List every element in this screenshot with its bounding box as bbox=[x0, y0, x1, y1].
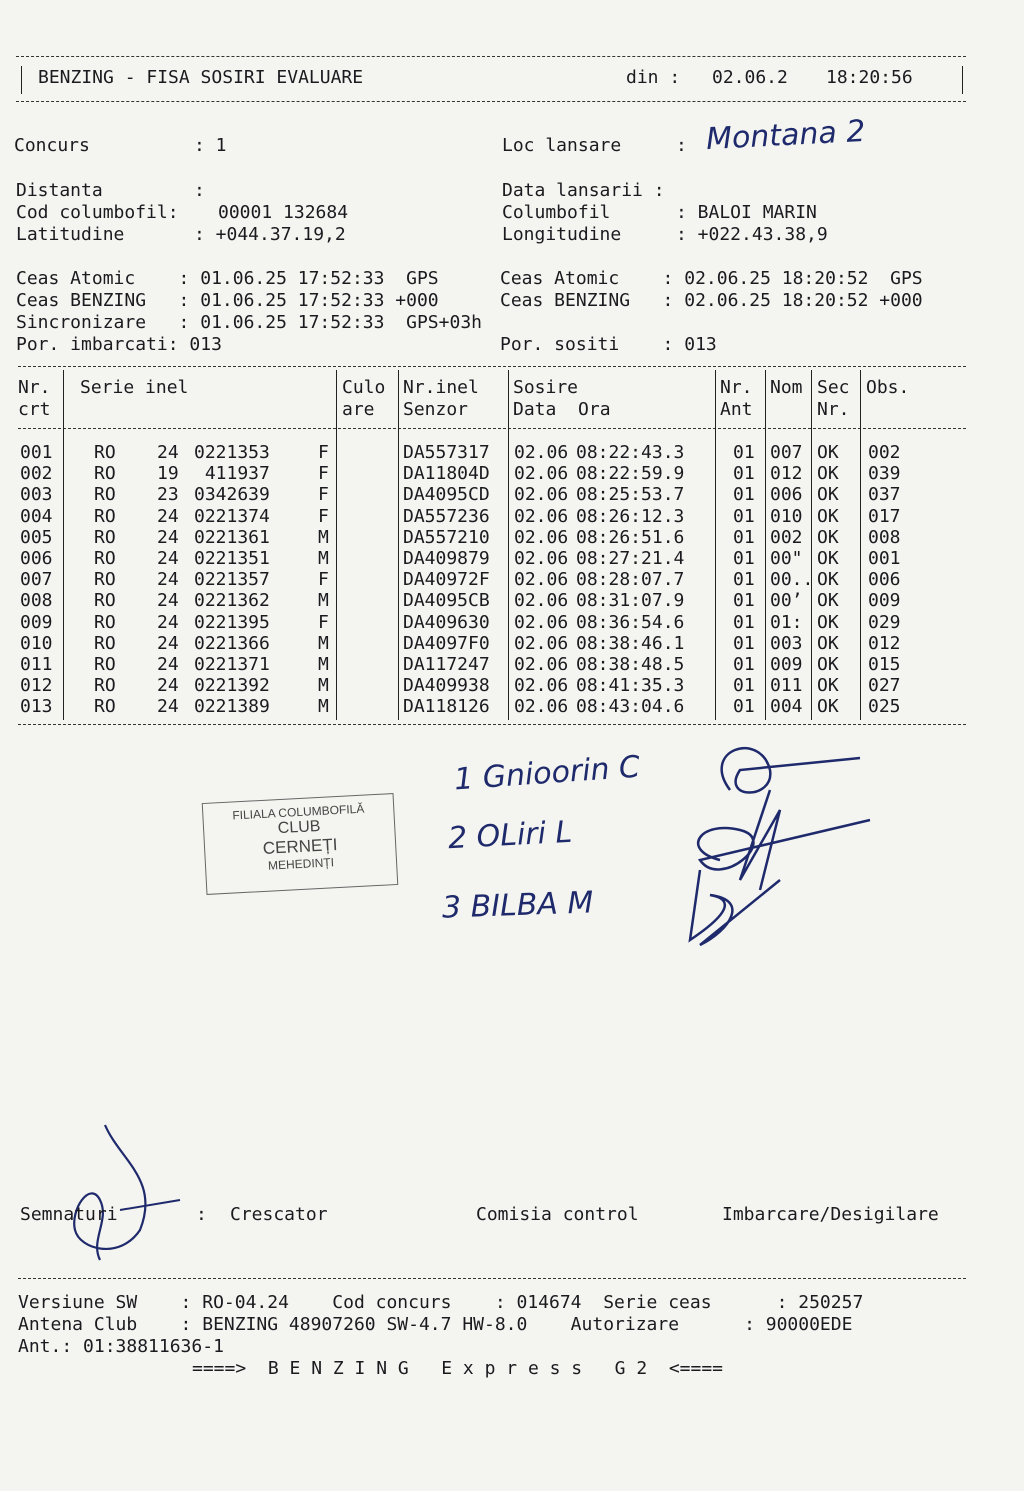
row-sec: OK bbox=[817, 526, 839, 548]
row-sex: F bbox=[318, 463, 329, 485]
row-sex: M bbox=[318, 590, 329, 612]
data-lansarii-label: Data lansarii : bbox=[502, 180, 665, 201]
col-sep bbox=[860, 370, 861, 720]
stamp-line-2: CLUB bbox=[277, 817, 321, 838]
row-sec: OK bbox=[817, 484, 839, 506]
row-nr: 013 bbox=[20, 696, 53, 718]
row-ant: 01 bbox=[733, 505, 755, 527]
latitudine-value: : +044.37.19,2 bbox=[194, 224, 346, 245]
row-ant: 01 bbox=[733, 442, 755, 463]
header-nr-ant-1: Nr. bbox=[720, 377, 753, 398]
din-label: din : bbox=[626, 67, 681, 88]
row-nr: 005 bbox=[20, 526, 53, 548]
row-ora: 08:26:51.6 bbox=[576, 526, 685, 548]
por-imbarcati: Por. imbarcati: 013 bbox=[16, 334, 222, 355]
row-senzor: DA4095CD bbox=[403, 484, 490, 506]
header-right-bar bbox=[962, 66, 963, 94]
row-senzor: DA557210 bbox=[403, 526, 490, 548]
header-sec-2: Nr. bbox=[817, 399, 850, 420]
row-sex: F bbox=[318, 611, 329, 633]
row-an: 24 bbox=[157, 696, 179, 718]
row-nr: 002 bbox=[20, 463, 53, 485]
row-nom: 002 bbox=[770, 526, 803, 548]
row-ora: 08:31:07.9 bbox=[576, 590, 685, 612]
distanta-label: Distanta bbox=[16, 180, 103, 201]
row-inel: 0221351 bbox=[194, 548, 270, 569]
sincronizare: Sincronizare : 01.06.25 17:52:33 GPS+03h bbox=[16, 312, 482, 333]
semnaturi-colon: : bbox=[196, 1204, 207, 1225]
row-nr: 004 bbox=[20, 505, 53, 527]
row-data: 02.06 bbox=[514, 505, 569, 527]
col-sep bbox=[811, 370, 812, 720]
col-sep bbox=[715, 370, 716, 720]
row-ant: 01 bbox=[733, 484, 755, 506]
crescator-signature bbox=[60, 1120, 200, 1270]
row-ora: 08:28:07.7 bbox=[576, 569, 685, 591]
col-sep bbox=[63, 370, 64, 720]
row-obs: 001 bbox=[868, 548, 901, 569]
row-nom: 007 bbox=[770, 442, 803, 463]
row-tara: RO bbox=[94, 484, 116, 506]
header-nom: Nom bbox=[770, 377, 803, 398]
concurs-label: Concurs bbox=[14, 135, 90, 156]
stamp-line-4: MEHEDINȚI bbox=[267, 855, 335, 873]
concurs-value: : 1 bbox=[194, 135, 227, 156]
header-sec-1: Sec bbox=[817, 377, 850, 398]
semnaturi-label: Semnaturi bbox=[20, 1204, 118, 1225]
row-senzor: DA40972F bbox=[403, 569, 490, 591]
row-nr: 006 bbox=[20, 548, 53, 569]
row-tara: RO bbox=[94, 505, 116, 527]
row-senzor: DA117247 bbox=[403, 654, 490, 675]
row-nom: 003 bbox=[770, 632, 803, 654]
row-sex: F bbox=[318, 484, 329, 506]
row-ant: 01 bbox=[733, 675, 755, 697]
comisia-label: Comisia control bbox=[476, 1204, 639, 1225]
row-ant: 01 bbox=[733, 632, 755, 654]
row-nr: 008 bbox=[20, 590, 53, 612]
row-data: 02.06 bbox=[514, 526, 569, 548]
row-tara: RO bbox=[94, 590, 116, 612]
row-ant: 01 bbox=[733, 654, 755, 675]
row-data: 02.06 bbox=[514, 548, 569, 569]
row-nr: 007 bbox=[20, 569, 53, 591]
header-culoare-2: are bbox=[342, 399, 375, 420]
row-data: 02.06 bbox=[514, 484, 569, 506]
loc-lansare-handwritten: Montana 2 bbox=[705, 113, 867, 158]
header-culoare-1: Culo bbox=[342, 377, 386, 398]
header-nr-inel-1: Nr.inel bbox=[403, 377, 479, 398]
row-an: 19 bbox=[157, 463, 179, 485]
cod-columbofil-value: 00001 132684 bbox=[218, 202, 349, 223]
por-sositi: Por. sositi : 013 bbox=[500, 334, 717, 355]
col-sep bbox=[765, 370, 766, 720]
row-ora: 08:43:04.6 bbox=[576, 696, 685, 718]
row-sex: M bbox=[318, 526, 329, 548]
header-nr-crt-1: Nr. bbox=[18, 377, 51, 398]
header-sosire-2: Data Ora bbox=[513, 399, 611, 420]
row-senzor: DA409938 bbox=[403, 675, 490, 697]
row-ant: 01 bbox=[733, 463, 755, 485]
row-tara: RO bbox=[94, 442, 116, 463]
row-inel: 0221371 bbox=[194, 654, 270, 675]
row-data: 02.06 bbox=[514, 463, 569, 485]
header-nr-crt-2: crt bbox=[18, 399, 51, 420]
row-ora: 08:22:43.3 bbox=[576, 442, 685, 463]
din-time: 18:20:56 bbox=[826, 67, 913, 88]
row-nom: 011 bbox=[770, 675, 803, 697]
row-tara: RO bbox=[94, 569, 116, 591]
columbofil-value: : BALOI MARIN bbox=[676, 202, 817, 223]
row-obs: 037 bbox=[868, 484, 901, 506]
row-an: 24 bbox=[157, 526, 179, 548]
row-sex: F bbox=[318, 569, 329, 591]
header-nr-ant-2: Ant bbox=[720, 399, 753, 420]
row-ant: 01 bbox=[733, 590, 755, 612]
row-an: 24 bbox=[157, 442, 179, 463]
longitudine-value: : +022.43.38,9 bbox=[676, 224, 828, 245]
col-sep bbox=[508, 370, 509, 720]
row-data: 02.06 bbox=[514, 442, 569, 463]
row-inel: 0221366 bbox=[194, 632, 270, 654]
versiune-sw: Versiune SW : RO-04.24 Cod concurs : 014674 Serie ceas : 250257 bbox=[18, 1292, 864, 1313]
header-sosire-1: Sosire bbox=[513, 377, 579, 398]
row-an: 24 bbox=[157, 632, 179, 654]
row-ora: 08:38:46.1 bbox=[576, 632, 685, 654]
row-tara: RO bbox=[94, 526, 116, 548]
row-ora: 08:25:53.7 bbox=[576, 484, 685, 506]
row-tara: RO bbox=[94, 675, 116, 697]
loc-lansare-colon: : bbox=[676, 135, 687, 156]
row-sec: OK bbox=[817, 611, 839, 633]
latitudine-label: Latitudine bbox=[16, 224, 125, 245]
header-top-rule bbox=[16, 56, 966, 57]
row-ant: 01 bbox=[733, 696, 755, 718]
row-sec: OK bbox=[817, 590, 839, 612]
row-obs: 009 bbox=[868, 590, 901, 612]
row-senzor: DA557317 bbox=[403, 442, 490, 463]
row-nom: 009 bbox=[770, 654, 803, 675]
row-sex: M bbox=[318, 548, 329, 569]
row-sec: OK bbox=[817, 632, 839, 654]
row-obs: 006 bbox=[868, 569, 901, 591]
row-data: 02.06 bbox=[514, 569, 569, 591]
row-data: 02.06 bbox=[514, 611, 569, 633]
row-senzor: DA409879 bbox=[403, 548, 490, 569]
row-sec: OK bbox=[817, 463, 839, 485]
row-an: 24 bbox=[157, 590, 179, 612]
row-sec: OK bbox=[817, 442, 839, 463]
col-sep bbox=[398, 370, 399, 720]
row-nr: 001 bbox=[20, 442, 53, 463]
row-inel: 0221389 bbox=[194, 696, 270, 718]
row-tara: RO bbox=[94, 654, 116, 675]
imbarcare-label: Imbarcare/Desigilare bbox=[722, 1204, 939, 1225]
row-sex: M bbox=[318, 632, 329, 654]
row-tara: RO bbox=[94, 611, 116, 633]
brand-line: ====> B E N Z I N G E x p r e s s G 2 <==== bbox=[192, 1358, 724, 1379]
ceas-benzing-start: Ceas BENZING : 01.06.25 17:52:33 +000 bbox=[16, 290, 439, 311]
row-nr: 012 bbox=[20, 675, 53, 697]
row-nom: 00" bbox=[770, 548, 803, 569]
row-senzor: DA4095CB bbox=[403, 590, 490, 612]
row-inel: 0221392 bbox=[194, 675, 270, 697]
row-sex: M bbox=[318, 654, 329, 675]
row-nom: 00.. bbox=[770, 569, 814, 591]
header-bottom-rule bbox=[16, 101, 966, 102]
row-obs: 027 bbox=[868, 675, 901, 697]
row-obs: 029 bbox=[868, 611, 901, 633]
row-ora: 08:41:35.3 bbox=[576, 675, 685, 697]
club-stamp bbox=[202, 793, 399, 895]
row-nom: 006 bbox=[770, 484, 803, 506]
row-inel: 0221361 bbox=[194, 526, 270, 548]
row-tara: RO bbox=[94, 548, 116, 569]
row-inel: 0221374 bbox=[194, 505, 270, 527]
ceas-benzing-end: Ceas BENZING : 02.06.25 18:20:52 +000 bbox=[500, 290, 923, 311]
crescator-label: Crescator bbox=[230, 1204, 328, 1225]
header-serie-inel: Serie inel bbox=[80, 377, 189, 398]
header-obs: Obs. bbox=[866, 377, 910, 398]
row-ant: 01 bbox=[733, 569, 755, 591]
footer-rule bbox=[18, 1278, 966, 1279]
row-data: 02.06 bbox=[514, 590, 569, 612]
row-tara: RO bbox=[94, 463, 116, 485]
din-date: 02.06.2 bbox=[712, 67, 788, 88]
loc-lansare-label: Loc lansare bbox=[502, 135, 622, 156]
row-nr: 009 bbox=[20, 611, 53, 633]
handwritten-line-1: 1 Gnioorin C bbox=[453, 749, 642, 798]
columbofil-label: Columbofil bbox=[502, 202, 611, 223]
stamp-line-3: CERNEȚI bbox=[262, 835, 338, 858]
row-an: 23 bbox=[157, 484, 179, 506]
row-inel: 0221353 bbox=[194, 442, 270, 463]
row-nr: 010 bbox=[20, 632, 53, 654]
table-top-rule bbox=[18, 366, 966, 367]
row-obs: 012 bbox=[868, 632, 901, 654]
antena-club: Antena Club : BENZING 48907260 SW-4.7 HW-8.0 Autorizare : 90000EDE bbox=[18, 1314, 853, 1335]
distanta-value: : bbox=[194, 180, 205, 201]
row-nom: 012 bbox=[770, 463, 803, 485]
row-senzor: DA118126 bbox=[403, 696, 490, 718]
handwritten-signatures bbox=[660, 730, 880, 960]
handwritten-line-2: 2 OLiri L bbox=[447, 814, 574, 857]
row-ant: 01 bbox=[733, 526, 755, 548]
row-nom: 00’ bbox=[770, 590, 803, 612]
row-senzor: DA557236 bbox=[403, 505, 490, 527]
cod-columbofil-label: Cod columbofil: bbox=[16, 202, 179, 223]
handwritten-line-3: 3 BILBA M bbox=[441, 885, 594, 926]
table-header-rule bbox=[18, 428, 966, 429]
row-senzor: DA4097F0 bbox=[403, 632, 490, 654]
row-inel: 411937 bbox=[194, 463, 270, 485]
row-sec: OK bbox=[817, 654, 839, 675]
ceas-atomic-start: Ceas Atomic : 01.06.25 17:52:33 GPS bbox=[16, 268, 439, 289]
row-data: 02.06 bbox=[514, 696, 569, 718]
row-obs: 008 bbox=[868, 526, 901, 548]
row-sex: M bbox=[318, 675, 329, 697]
row-an: 24 bbox=[157, 675, 179, 697]
header-nr-inel-2: Senzor bbox=[403, 399, 469, 420]
row-sec: OK bbox=[817, 696, 839, 718]
row-ant: 01 bbox=[733, 548, 755, 569]
row-senzor: DA11804D bbox=[403, 463, 490, 485]
row-tara: RO bbox=[94, 696, 116, 718]
row-data: 02.06 bbox=[514, 675, 569, 697]
row-obs: 025 bbox=[868, 696, 901, 718]
row-ora: 08:26:12.3 bbox=[576, 505, 685, 527]
row-obs: 039 bbox=[868, 463, 901, 485]
table-bottom-rule bbox=[18, 724, 966, 725]
row-tara: RO bbox=[94, 632, 116, 654]
row-sex: F bbox=[318, 442, 329, 463]
row-sex: M bbox=[318, 696, 329, 718]
row-sec: OK bbox=[817, 548, 839, 569]
row-nom: 004 bbox=[770, 696, 803, 718]
row-an: 24 bbox=[157, 548, 179, 569]
header-left-bar bbox=[21, 66, 22, 94]
row-an: 24 bbox=[157, 569, 179, 591]
row-data: 02.06 bbox=[514, 632, 569, 654]
row-obs: 015 bbox=[868, 654, 901, 675]
row-ora: 08:38:48.5 bbox=[576, 654, 685, 675]
row-inel: 0221357 bbox=[194, 569, 270, 591]
row-nom: 01: bbox=[770, 611, 803, 633]
row-senzor: DA409630 bbox=[403, 611, 490, 633]
row-data: 02.06 bbox=[514, 654, 569, 675]
row-inel: 0221395 bbox=[194, 611, 270, 633]
row-ora: 08:22:59.9 bbox=[576, 463, 685, 485]
row-nr: 003 bbox=[20, 484, 53, 506]
row-sex: F bbox=[318, 505, 329, 527]
ceas-atomic-end: Ceas Atomic : 02.06.25 18:20:52 GPS bbox=[500, 268, 923, 289]
ant-info: Ant.: 01:38811636-1 bbox=[18, 1336, 224, 1357]
row-an: 24 bbox=[157, 505, 179, 527]
row-ant: 01 bbox=[733, 611, 755, 633]
row-obs: 002 bbox=[868, 442, 901, 463]
stamp-line-1: FILIALA COLUMBOFILĂ bbox=[232, 801, 365, 823]
row-sec: OK bbox=[817, 675, 839, 697]
row-obs: 017 bbox=[868, 505, 901, 527]
row-ora: 08:27:21.4 bbox=[576, 548, 685, 569]
document-title: BENZING - FISA SOSIRI EVALUARE bbox=[38, 67, 364, 88]
row-sec: OK bbox=[817, 505, 839, 527]
row-sec: OK bbox=[817, 569, 839, 591]
row-inel: 0221362 bbox=[194, 590, 270, 612]
row-ora: 08:36:54.6 bbox=[576, 611, 685, 633]
row-inel: 0342639 bbox=[194, 484, 270, 506]
row-nom: 010 bbox=[770, 505, 803, 527]
row-an: 24 bbox=[157, 611, 179, 633]
row-an: 24 bbox=[157, 654, 179, 675]
longitudine-label: Longitudine bbox=[502, 224, 622, 245]
row-nr: 011 bbox=[20, 654, 53, 675]
col-sep bbox=[336, 370, 337, 720]
